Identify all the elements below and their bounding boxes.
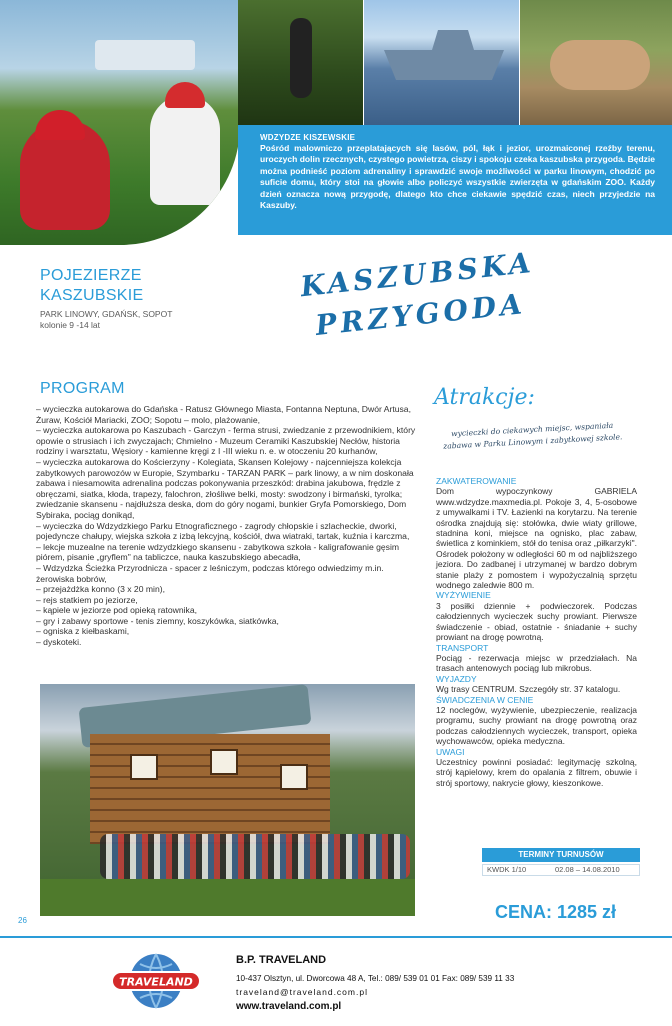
program-heading: PROGRAM — [40, 380, 125, 397]
info-text: Uczestnicy powinni posiadać: legitymację szkolną, strój kąpielowy, krem do opalania z filtrem, obuwie i strój sportowy, nakrycie głowy, kieszonkowe. — [436, 756, 637, 788]
price-value: 1285 zł — [557, 902, 617, 922]
photo-ship — [364, 0, 519, 125]
company-name: B.P. TRAVELAND — [236, 954, 327, 966]
program-item: – gry i zabawy sportowe - tenis ziemny, koszykówka, siatkówka, — [36, 615, 279, 626]
info-label: WYŻYWIENIE — [436, 590, 491, 601]
company-address: 10-437 Olsztyn, ul. Dworcowa 48 A, Tel.: 089/ 539 01 01 Fax: 089/ 539 11 33 — [236, 974, 515, 983]
photo-rope-park — [238, 0, 363, 125]
info-label: ŚWIADCZENIA W CENIE — [436, 694, 534, 705]
info-label: TRANSPORT — [436, 642, 489, 653]
program-item: – lekcje muzealne na terenie wdzydzkiego skansenu - zabytkowa szkoła - kaligrafowanie gęsim piórem, pisanie „gryflem" na tabliczce, nauka kaszubskiego abecadła, — [36, 541, 400, 563]
intro-band — [238, 125, 672, 235]
attractions-note: wycieczki do ciekawych miejsc, wspaniała zabawa w Parku Linowym i zabytkowej szkole. — [442, 420, 623, 451]
region-places: PARK LINOWY, GDAŃSK, SOPOT — [40, 309, 173, 319]
photo-upside-down-house — [40, 684, 415, 916]
region-ages: kolonie 9 -14 lat — [40, 320, 101, 330]
title-line1: KASZUBSKA — [298, 245, 536, 304]
info-text: Pociąg - rezerwacja miejsc w przedziałach. Na trasach antenowych pociąg lub mikrobus. — [436, 652, 637, 674]
terms-dates: 02.08 – 14.08.2010 — [555, 865, 620, 874]
footer — [0, 936, 672, 1026]
program-item: – rejs statkiem po jeziorze, — [36, 594, 138, 605]
program-item: – wycieczka autokarowa po Kaszubach - Garczyn - ferma strusi, zwiedzanie z przewodnikiem, który opowie o strusiach i ich zwyczajach; Chmielno - Muzeum Ceramiki Kaszubskiej Necłów, historia rodziny i warsztatu, Węsiory - kamienne kręgi z I -III wieku n. e. w otoczeniu 20 kurhanów, — [36, 425, 416, 457]
company-website[interactable]: www.traveland.com.pl — [236, 1001, 342, 1012]
attractions-title: Atrakcje: — [434, 385, 535, 410]
info-label: ZAKWATEROWANIE — [436, 476, 517, 486]
logo-text: TRAVELAND — [119, 975, 193, 989]
info-text: Wg trasy CENTRUM. Szczegóły str. 37 katalogu. — [436, 684, 621, 695]
traveland-logo — [110, 950, 202, 1012]
program-item: – Wdzydzka Ścieżka Przyrodnicza - spacer z leśniczym, podczas którego odwiedzimy m.in. żerowiska bobrów, — [36, 562, 384, 584]
title-line2: PRZYGODA — [313, 287, 528, 342]
region-line1: POJEZIERZE — [40, 267, 142, 284]
info-text: 3 posiłki dziennie + podwieczorek. Podczas całodziennych wycieczek suchy prowiant. Pierwsze świadczenie - obiad, ostatnie - śniadanie + suchy prowiant na drogę powrotną. — [436, 600, 637, 643]
info-text: Dom wypoczynkowy GABRIELA www.wdzydze.maxmedia.pl. Pokoje 3, 4, 5-osobowe z umywalkami i TV. Łazienki na korytarzu. Na terenie ośrodka znajdują się: stołówka, dwie wiaty grillowe, stadnina koni, miejsce na ognisko, plac zabaw, świetlica z kominkiem, stół do tenisa oraz „piłkarzyki". Ośrodek położony w odległości 60 m od najbliższego jeziora. Do zadbanej i utrzymanej w bardzo dobrym stanie plaży z pomostem i wypożyczalnią sprzętu wodnego zaledwie 800 m. — [436, 486, 637, 591]
company-email[interactable]: traveland@traveland.com.pl — [236, 987, 368, 997]
program-item: – kąpiele w jeziorze pod opieką ratownika, — [36, 605, 197, 616]
info-label: WYJAZDY — [436, 673, 477, 684]
info-column — [436, 476, 637, 788]
terms-code: KWDK 1/10 — [487, 865, 527, 874]
program-item: – ogniska z kiełbaskami, — [36, 626, 130, 637]
photo-children-playing — [0, 0, 240, 245]
intro-text: Pośród malowniczo przeplatających się lasów, pól, łąk i jezior, urozmaiconej rzeźby terenu, uroczych dolin rzecznych, czystego powietrza, ciszy i spokoju czeka kaszubska przygoda. Będzie można podnieść poziom adrenaliny i sprawdzić swoje możliwości w parku linowym, chodzić po suficie domu, który stoi na głowie albo policzyć wszystkie zwierzęta w gdańskim ZOO. Każdy dzień oznacza nową przygodę, dlatego kto chce ciekawie spędzić czas, niech przyjedzie na Kaszuby. — [260, 143, 655, 211]
program-item: – przejażdżka konno (3 x 20 min), — [36, 584, 165, 595]
program-list — [36, 404, 418, 648]
info-text: 12 noclegów, wyżywienie, ubezpieczenie, realizacja programu, suchy prowiant na drogę powrotną oraz podczas całodziennych wycieczek, transport, opieka wychowawców, opieka medyczna. — [436, 704, 637, 747]
terms-box — [482, 848, 640, 886]
page-number: 26 — [18, 916, 27, 925]
program-item: – wycieczka do Wdzydzkiego Parku Etnograficznego - zagrody chłopskie i szlacheckie, dworki, pojedyncze chałupy, wiejska szkoła z izbą lekcyjną, kościół, dwa wiatraki, tartak, kuźnia i karczma, — [36, 520, 410, 542]
program-item: – dyskoteki. — [36, 637, 82, 648]
terms-row — [482, 864, 640, 876]
price — [495, 902, 616, 923]
info-label: UWAGI — [436, 746, 465, 757]
photo-horses — [520, 0, 672, 125]
region-line2: KASZUBSKIE — [40, 287, 144, 304]
terms-heading: TERMINY TURNUSÓW — [482, 848, 640, 862]
program-item: – wycieczka autokarowa do Kościerzyny - Kolegiata, Skansen Kolejowy - najcenniejsza kolekcja zabytkowych parowozów w Europie, Szymbarku - TARZAN PARK – park linowy, a w nim doskonała zabawa i niesamowita adrenalina podczas pokonywania przeszkód: drabina jakubowa, frędzle z obręczami, siatka, kłoda, trapezy, falochron, złośliwe belki, mosty: swodzony i birmański, tyrolka; zwiedzanie skansenu - najdłuższa deska, dom do góry nogami, bunkier Gryfa Pomorskiego, Dom Sybiraka, pociąg donikąd, — [36, 456, 414, 520]
price-label: CENA: — [495, 902, 552, 922]
intro-title: WDZYDZE KISZEWSKIE — [260, 133, 356, 142]
program-item: – wycieczka autokarowa do Gdańska - Ratusz Głównego Miasta, Fontanna Neptuna, Dwór Artusa, Żuraw, Kościół Mariacki, ZOO; Sopotu – molo, plażowanie, — [36, 404, 411, 425]
